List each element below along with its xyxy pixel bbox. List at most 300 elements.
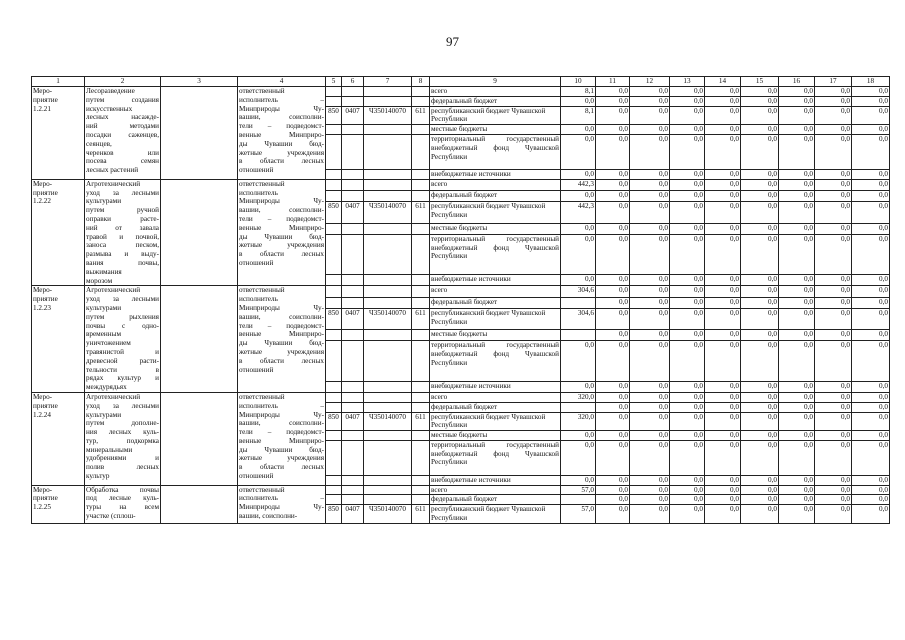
value-cell: 0,0 — [670, 234, 705, 274]
value-cell: 0,0 — [815, 286, 852, 297]
text-line: в области лесных — [239, 250, 324, 259]
kbk-target — [364, 341, 412, 381]
kbk-type — [412, 87, 430, 97]
text-line: лесных растений — [86, 166, 139, 175]
value-cell: 0,0 — [670, 330, 705, 341]
value-cell: 0,0 — [852, 485, 890, 495]
kbk-grbs — [326, 297, 342, 308]
kbk-section — [342, 275, 364, 286]
column-number-row — [32, 77, 890, 87]
kbk-type — [412, 392, 430, 402]
value-cell: 442,3 — [561, 179, 596, 190]
kbk-target — [364, 179, 412, 190]
value-cell: 0,0 — [779, 505, 815, 524]
value-cell: 442,3 — [561, 202, 596, 223]
value-cell: 0,0 — [630, 412, 670, 431]
value-cell: 0,0 — [596, 341, 630, 381]
kbk-target — [364, 87, 412, 97]
text-line: Меро- — [33, 485, 53, 494]
value-cell: 0,0 — [815, 169, 852, 179]
value-cell: 0,0 — [741, 191, 779, 202]
text-line: ды Чувашии бюд- — [239, 339, 324, 348]
text-line: отношений — [239, 472, 274, 481]
text-line: уход за лесными — [86, 295, 159, 304]
value-cell: 0,0 — [561, 440, 596, 475]
kbk-grbs — [326, 495, 342, 505]
value-cell: 0,0 — [852, 505, 890, 524]
executor — [238, 286, 326, 393]
value-cell: 0,0 — [852, 412, 890, 431]
kbk-type: 611 — [412, 106, 430, 125]
value-cell: 0,0 — [852, 179, 890, 190]
text-line: ды Чувашии бюд- — [239, 232, 324, 241]
value-cell: 0,0 — [779, 169, 815, 179]
column-number: 4 — [238, 77, 326, 87]
value-cell: 0,0 — [670, 297, 705, 308]
funding-source: республиканский бюджет Чувашской Республики — [430, 308, 561, 329]
value-cell: 0,0 — [596, 223, 630, 234]
text-line: жетные учреждения — [239, 148, 324, 157]
text-line: жетные учреждения — [239, 454, 324, 463]
text-line: тур, подкормка — [86, 436, 159, 445]
text-line: исполнитель – — [239, 494, 324, 503]
value-cell: 0,0 — [741, 106, 779, 125]
kbk-grbs — [326, 485, 342, 495]
text-line: уничтожением — [86, 339, 131, 348]
measure-name — [85, 286, 161, 393]
kbk-type — [412, 297, 430, 308]
value-cell: 0,0 — [815, 202, 852, 223]
table-body — [32, 77, 890, 524]
funding-source: федеральный бюджет — [430, 191, 561, 202]
value-cell: 0,0 — [815, 297, 852, 308]
kbk-section — [342, 495, 364, 505]
value-cell: 0,0 — [596, 392, 630, 402]
value-cell: 0,0 — [705, 202, 741, 223]
value-cell: 0,0 — [852, 87, 890, 97]
value-cell: 0,0 — [852, 223, 890, 234]
value-cell: 0,0 — [779, 308, 815, 329]
text-line: 1.2.24 — [33, 410, 51, 419]
value-cell: 0,0 — [561, 431, 596, 441]
value-cell: 0,0 — [630, 297, 670, 308]
value-cell: 0,0 — [741, 96, 779, 106]
value-cell: 0,0 — [852, 275, 890, 286]
value-cell: 0,0 — [705, 297, 741, 308]
executor — [238, 392, 326, 485]
value-cell: 0,0 — [630, 392, 670, 402]
value-cell: 0,0 — [561, 234, 596, 274]
value-cell: 0,0 — [815, 392, 852, 402]
text-line: 1.2.22 — [33, 197, 51, 206]
column-number: 1 — [32, 77, 85, 87]
value-cell: 0,0 — [705, 223, 741, 234]
kbk-section — [342, 485, 364, 495]
value-cell: 0,0 — [852, 308, 890, 329]
text-line: Минприроды Чу- — [239, 410, 324, 419]
value-cell: 0,0 — [815, 485, 852, 495]
value-cell: 0,0 — [630, 495, 670, 505]
value-cell: 0,0 — [741, 485, 779, 495]
funding-source: внебюджетные источники — [430, 381, 561, 392]
value-cell: 0,0 — [705, 308, 741, 329]
kbk-grbs — [326, 87, 342, 97]
column-number: 2 — [85, 77, 161, 87]
value-cell: 0,0 — [561, 125, 596, 135]
text-line: уход за лесными — [86, 401, 159, 410]
value-cell: 0,0 — [561, 191, 596, 202]
value-cell: 0,0 — [741, 202, 779, 223]
value-cell: 0,0 — [630, 381, 670, 392]
text-line: Меро- — [33, 392, 53, 401]
value-cell: 0,0 — [596, 134, 630, 169]
kbk-section — [342, 134, 364, 169]
kbk-section — [342, 392, 364, 402]
value-cell: 0,0 — [815, 381, 852, 392]
text-line: Меро- — [33, 179, 53, 188]
funding-source: республиканский бюджет Чувашской Республики — [430, 202, 561, 223]
kbk-section — [342, 381, 364, 392]
kbk-grbs — [326, 275, 342, 286]
text-line: приятие — [33, 401, 58, 410]
text-line: почвы с одно- — [86, 321, 159, 330]
text-line: путем дополне- — [86, 419, 159, 428]
text-line: путем рыхления — [86, 312, 159, 321]
kbk-target — [364, 495, 412, 505]
value-cell: 0,0 — [630, 125, 670, 135]
value-cell: 0,0 — [779, 87, 815, 97]
text-line: Минприроды Чу- — [239, 104, 324, 113]
value-cell: 0,0 — [670, 431, 705, 441]
value-cell: 57,0 — [561, 485, 596, 495]
value-cell: 0,0 — [705, 286, 741, 297]
text-line: ответственный — [239, 392, 285, 401]
text-line: Минприроды Чу- — [239, 503, 324, 512]
value-cell: 0,0 — [596, 297, 630, 308]
value-cell: 0,0 — [561, 96, 596, 106]
kbk-grbs — [326, 341, 342, 381]
text-line: Меро- — [33, 87, 53, 95]
value-cell: 0,0 — [705, 330, 741, 341]
column-number: 13 — [670, 77, 705, 87]
text-line: культурами — [86, 303, 122, 312]
funding-source: территориальный государственный внебюджетный фонд Чувашской Республики — [430, 341, 561, 381]
value-cell: 0,0 — [741, 505, 779, 524]
value-cell: 8,1 — [561, 106, 596, 125]
text-line: вашии, соисполни- — [239, 312, 324, 321]
kbk-section — [342, 297, 364, 308]
value-cell: 0,0 — [561, 341, 596, 381]
kbk-grbs — [326, 134, 342, 169]
value-cell: 0,0 — [630, 169, 670, 179]
kbk-type — [412, 402, 430, 412]
value-cell: 0,0 — [670, 179, 705, 190]
value-cell: 0,0 — [779, 106, 815, 125]
value-cell: 0,0 — [852, 286, 890, 297]
value-cell: 320,0 — [561, 412, 596, 431]
value-cell: 0,0 — [596, 286, 630, 297]
value-cell: 0,0 — [630, 402, 670, 412]
value-cell: 0,0 — [779, 134, 815, 169]
kbk-type — [412, 179, 430, 190]
value-cell: 0,0 — [705, 96, 741, 106]
value-cell: 0,0 — [561, 134, 596, 169]
kbk-grbs — [326, 440, 342, 475]
text-line: минеральными — [86, 445, 133, 454]
text-line: жетные учреждения — [239, 347, 324, 356]
executor — [238, 87, 326, 180]
value-cell: 0,0 — [779, 402, 815, 412]
value-cell: 0,0 — [670, 125, 705, 135]
value-cell: 0,0 — [779, 223, 815, 234]
text-line: рядах культур и — [86, 374, 159, 383]
value-cell: 0,0 — [741, 431, 779, 441]
measure-name — [85, 392, 161, 485]
kbk-grbs — [326, 179, 342, 190]
value-cell: 0,0 — [815, 96, 852, 106]
kbk-section: 0407 — [342, 505, 364, 524]
funding-source: федеральный бюджет — [430, 402, 561, 412]
text-line: путем ручной — [86, 206, 159, 215]
value-cell: 0,0 — [741, 402, 779, 412]
value-cell: 0,0 — [815, 431, 852, 441]
value-cell: 0,0 — [670, 392, 705, 402]
kbk-grbs: 850 — [326, 412, 342, 431]
value-cell: 0,0 — [741, 87, 779, 97]
value-cell: 0,0 — [815, 475, 852, 485]
text-line: сеянцев, — [86, 139, 112, 148]
kbk-grbs: 850 — [326, 308, 342, 329]
text-line: Обработка почвы — [86, 485, 159, 494]
text-line: вашии, соисполни- — [239, 419, 324, 428]
value-cell: 0,0 — [705, 392, 741, 402]
value-cell: 0,0 — [705, 412, 741, 431]
funding-source: внебюджетные источники — [430, 169, 561, 179]
value-cell: 0,0 — [561, 275, 596, 286]
value-cell: 0,0 — [741, 297, 779, 308]
text-line: лесных насажде- — [86, 113, 159, 122]
value-cell: 0,0 — [815, 412, 852, 431]
kbk-section — [342, 87, 364, 97]
kbk-grbs — [326, 402, 342, 412]
value-cell: 0,0 — [815, 505, 852, 524]
column-3-cell — [161, 485, 238, 523]
kbk-type — [412, 495, 430, 505]
value-cell: 57,0 — [561, 505, 596, 524]
value-cell: 0,0 — [596, 402, 630, 412]
kbk-target — [364, 223, 412, 234]
text-line: тели – подведомст- — [239, 428, 324, 437]
text-line: травой и почвой, — [86, 232, 159, 241]
kbk-target — [364, 286, 412, 297]
measure-code — [32, 485, 85, 523]
value-cell: 0,0 — [852, 125, 890, 135]
kbk-type — [412, 234, 430, 274]
text-line: ний от завала — [86, 223, 159, 232]
table-row — [32, 392, 890, 402]
column-3-cell — [161, 286, 238, 393]
kbk-target — [364, 96, 412, 106]
value-cell: 0,0 — [705, 440, 741, 475]
kbk-target — [364, 134, 412, 169]
text-line: размыва и выду- — [86, 250, 159, 259]
value-cell: 0,0 — [670, 275, 705, 286]
value-cell: 0,0 — [779, 275, 815, 286]
kbk-section — [342, 223, 364, 234]
text-line: заноса песком, — [86, 241, 159, 250]
value-cell: 0,0 — [630, 202, 670, 223]
value-cell: 0,0 — [670, 495, 705, 505]
value-cell: 0,0 — [670, 134, 705, 169]
value-cell: 0,0 — [779, 485, 815, 495]
value-cell: 0,0 — [705, 505, 741, 524]
text-line: венные Минприро- — [239, 223, 324, 232]
text-line: тельности в — [86, 365, 159, 374]
funding-source: федеральный бюджет — [430, 297, 561, 308]
value-cell: 8,1 — [561, 87, 596, 97]
value-cell: 0,0 — [779, 202, 815, 223]
text-line: в области лесных — [239, 157, 324, 166]
funding-source: территориальный государственный внебюджетный фонд Чувашской Республики — [430, 134, 561, 169]
executor — [238, 485, 326, 523]
value-cell: 0,0 — [852, 134, 890, 169]
value-cell: 0,0 — [779, 412, 815, 431]
text-line: путем создания — [86, 95, 159, 104]
value-cell: 0,0 — [561, 223, 596, 234]
kbk-grbs — [326, 125, 342, 135]
value-cell: 0,0 — [670, 106, 705, 125]
column-number: 18 — [852, 77, 890, 87]
budget-table — [31, 76, 890, 524]
column-number: 15 — [741, 77, 779, 87]
text-line: исполнитель — [239, 188, 278, 197]
value-cell: 0,0 — [779, 125, 815, 135]
text-line: междурядьях — [86, 383, 127, 392]
value-cell: 0,0 — [852, 106, 890, 125]
value-cell: 0,0 — [596, 475, 630, 485]
funding-source: территориальный государственный внебюджетный фонд Чувашской Республики — [430, 440, 561, 475]
text-line: ответственный — [239, 286, 285, 295]
text-line: венные Минприро- — [239, 330, 324, 339]
value-cell: 0,0 — [630, 191, 670, 202]
kbk-target — [364, 475, 412, 485]
text-line: уход за лесными — [86, 188, 159, 197]
value-cell: 0,0 — [741, 125, 779, 135]
text-line: Лесоразведение — [86, 87, 135, 95]
value-cell: 0,0 — [815, 308, 852, 329]
kbk-type: 611 — [412, 505, 430, 524]
value-cell: 0,0 — [705, 179, 741, 190]
funding-source: территориальный государственный внебюджетный фонд Чувашской Республики — [430, 234, 561, 274]
kbk-grbs — [326, 475, 342, 485]
value-cell: 0,0 — [596, 412, 630, 431]
value-cell: 0,0 — [705, 485, 741, 495]
value-cell: 0,0 — [630, 475, 670, 485]
text-line: посадки саженцев, — [86, 130, 159, 139]
measure-code — [32, 286, 85, 393]
value-cell: 0,0 — [741, 330, 779, 341]
value-cell: 0,0 — [670, 341, 705, 381]
value-cell: 0,0 — [705, 402, 741, 412]
page-number: 97 — [446, 34, 459, 49]
value-cell: 0,0 — [705, 275, 741, 286]
funding-source: всего — [430, 179, 561, 190]
kbk-type — [412, 275, 430, 286]
kbk-grbs — [326, 330, 342, 341]
kbk-target: Ч350140070 — [364, 202, 412, 223]
kbk-target: Ч350140070 — [364, 412, 412, 431]
text-line: тели – подведомст- — [239, 122, 324, 131]
kbk-type — [412, 440, 430, 475]
kbk-section — [342, 125, 364, 135]
value-cell: 0,0 — [852, 341, 890, 381]
value-cell: 0,0 — [670, 440, 705, 475]
value-cell: 0,0 — [670, 169, 705, 179]
value-cell: 0,0 — [596, 106, 630, 125]
value-cell: 0,0 — [852, 402, 890, 412]
column-number: 8 — [412, 77, 430, 87]
text-line: отношений — [239, 365, 274, 374]
text-line: жетные учреждения — [239, 241, 324, 250]
funding-source: местные бюджеты — [430, 125, 561, 135]
table-row — [32, 485, 890, 495]
kbk-section — [342, 341, 364, 381]
value-cell — [561, 402, 596, 412]
column-number: 17 — [815, 77, 852, 87]
value-cell: 0,0 — [705, 431, 741, 441]
column-3-cell — [161, 392, 238, 485]
funding-source: всего — [430, 286, 561, 297]
value-cell: 0,0 — [705, 234, 741, 274]
value-cell: 0,0 — [815, 106, 852, 125]
kbk-section: 0407 — [342, 412, 364, 431]
executor — [238, 179, 326, 286]
text-line: морозом — [86, 276, 113, 285]
value-cell: 0,0 — [630, 440, 670, 475]
column-number: 7 — [364, 77, 412, 87]
text-line: оправки расте- — [86, 214, 159, 223]
value-cell: 0,0 — [596, 202, 630, 223]
kbk-type: 611 — [412, 308, 430, 329]
value-cell: 0,0 — [705, 381, 741, 392]
kbk-target — [364, 440, 412, 475]
value-cell: 0,0 — [815, 223, 852, 234]
value-cell: 0,0 — [741, 169, 779, 179]
value-cell: 0,0 — [630, 485, 670, 495]
value-cell: 0,0 — [596, 440, 630, 475]
value-cell: 0,0 — [705, 191, 741, 202]
column-number: 12 — [630, 77, 670, 87]
value-cell: 0,0 — [741, 234, 779, 274]
value-cell: 0,0 — [741, 341, 779, 381]
text-line: временным — [86, 330, 121, 339]
value-cell: 0,0 — [852, 475, 890, 485]
value-cell — [561, 297, 596, 308]
kbk-grbs — [326, 381, 342, 392]
value-cell: 0,0 — [815, 341, 852, 381]
value-cell: 0,0 — [815, 402, 852, 412]
kbk-grbs — [326, 191, 342, 202]
kbk-type — [412, 125, 430, 135]
value-cell: 0,0 — [596, 234, 630, 274]
measure-code — [32, 392, 85, 485]
kbk-grbs: 850 — [326, 202, 342, 223]
kbk-type — [412, 169, 430, 179]
funding-source: всего — [430, 485, 561, 495]
value-cell: 0,0 — [741, 308, 779, 329]
value-cell: 0,0 — [670, 402, 705, 412]
value-cell: 0,0 — [670, 412, 705, 431]
